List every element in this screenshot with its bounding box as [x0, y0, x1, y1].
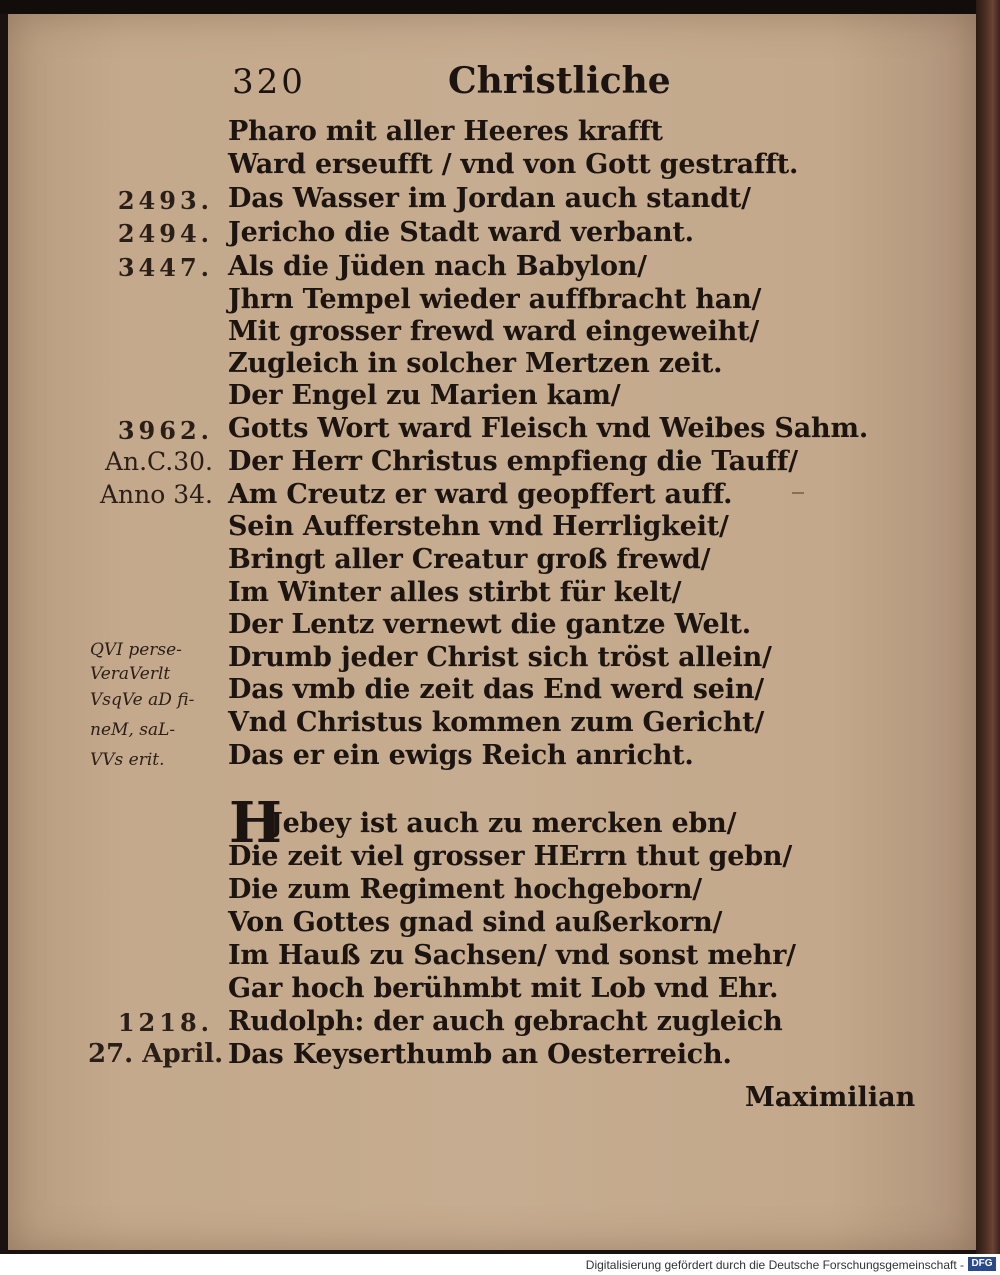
margin-year: 2494. [117, 219, 213, 248]
margin-year: 1218. [117, 1008, 213, 1037]
margin-year: An.C.30. [104, 447, 213, 476]
verse-line: Das vmb die zeit das End werd sein/ [228, 674, 764, 705]
verse-line: Zugleich in solcher Mertzen zeit. [228, 348, 723, 379]
verse-line: Im Hauß zu Sachsen/ vnd sonst mehr/ [228, 940, 796, 971]
verse-line: Das er ein ewigs Reich anricht. [228, 740, 694, 771]
verse-line: Drumb jeder Christ sich tröst allein/ [228, 642, 772, 673]
verse-line: Als die Jüden nach Babylon/ [228, 251, 647, 282]
verse-line: Das Wasser im Jordan auch standt/ [228, 183, 751, 214]
verse-line: Gotts Wort ward Fleisch vnd Weibes Sahm. [228, 413, 869, 444]
margin-chronogram: VVs erit. [90, 750, 165, 770]
page-number: 320 [232, 62, 306, 102]
paper-speck [792, 492, 804, 494]
margin-year: 2493. [117, 186, 213, 215]
funding-credit: Digitalisierung gefördert durch die Deutsche Forschungsgemeinschaft - [585, 1258, 964, 1272]
margin-year: 3962. [117, 416, 213, 445]
verse-line: Jhrn Tempel wieder auffbracht han/ [228, 284, 762, 315]
scan-top-border [0, 0, 976, 14]
book-edge [976, 0, 1000, 1254]
verse-line: Mit grosser frewd ward eingeweiht/ [228, 316, 760, 347]
catchword: Maximilian [745, 1082, 916, 1113]
margin-chronogram: neM, saL- [90, 720, 176, 740]
footer-bar [0, 1254, 1000, 1275]
verse-line: Das Keyserthumb an Oesterreich. [228, 1039, 732, 1070]
verse-line: Die zeit viel grosser HErrn thut gebn/ [228, 841, 792, 872]
verse-line: Im Winter alles stirbt für kelt/ [228, 577, 682, 608]
verse-line: Am Creutz er ward geopffert auff. [228, 479, 733, 510]
verse-line: Von Gottes gnad sind außerkorn/ [228, 907, 723, 938]
verse-line: Gar hoch berühmbt mit Lob vnd Ehr. [228, 973, 779, 1004]
running-title: Christliche [448, 60, 671, 102]
verse-line: Sein Aufferstehn vnd Herrligkeit/ [228, 511, 729, 542]
verse-line: Die zum Regiment hochgeborn/ [228, 874, 702, 905]
margin-year: 3447. [117, 253, 213, 282]
margin-chronogram: VsqVe aD fi- [90, 690, 195, 710]
dfg-logo: DFG [968, 1257, 996, 1271]
margin-year: Anno 34. [99, 480, 213, 509]
margin-date: 27. April. [88, 1039, 224, 1069]
verse-line: Bringt aller Creatur groß frewd/ [228, 544, 711, 575]
verse-line: Der Herr Christus empfieng die Tauff/ [228, 446, 798, 477]
verse-line: Der Lentz vernewt die gantze Welt. [228, 609, 751, 640]
margin-chronogram: VeraVerlt [90, 664, 171, 684]
verse-line: Rudolph: der auch gebracht zugleich [228, 1006, 783, 1037]
margin-chronogram: QVI perse- [90, 640, 182, 660]
verse-line: Jebey ist auch zu mercken ebn/ [270, 808, 737, 839]
verse-line: Pharo mit aller Heeres krafft [228, 116, 663, 147]
verse-line: Ward erseufft / vnd von Gott gestrafft. [228, 149, 799, 180]
verse-line: Jericho die Stadt ward verbant. [228, 217, 694, 248]
drop-cap: H [229, 790, 282, 856]
verse-line: Vnd Christus kommen zum Gericht/ [228, 707, 765, 738]
verse-line: Der Engel zu Marien kam/ [228, 380, 621, 411]
